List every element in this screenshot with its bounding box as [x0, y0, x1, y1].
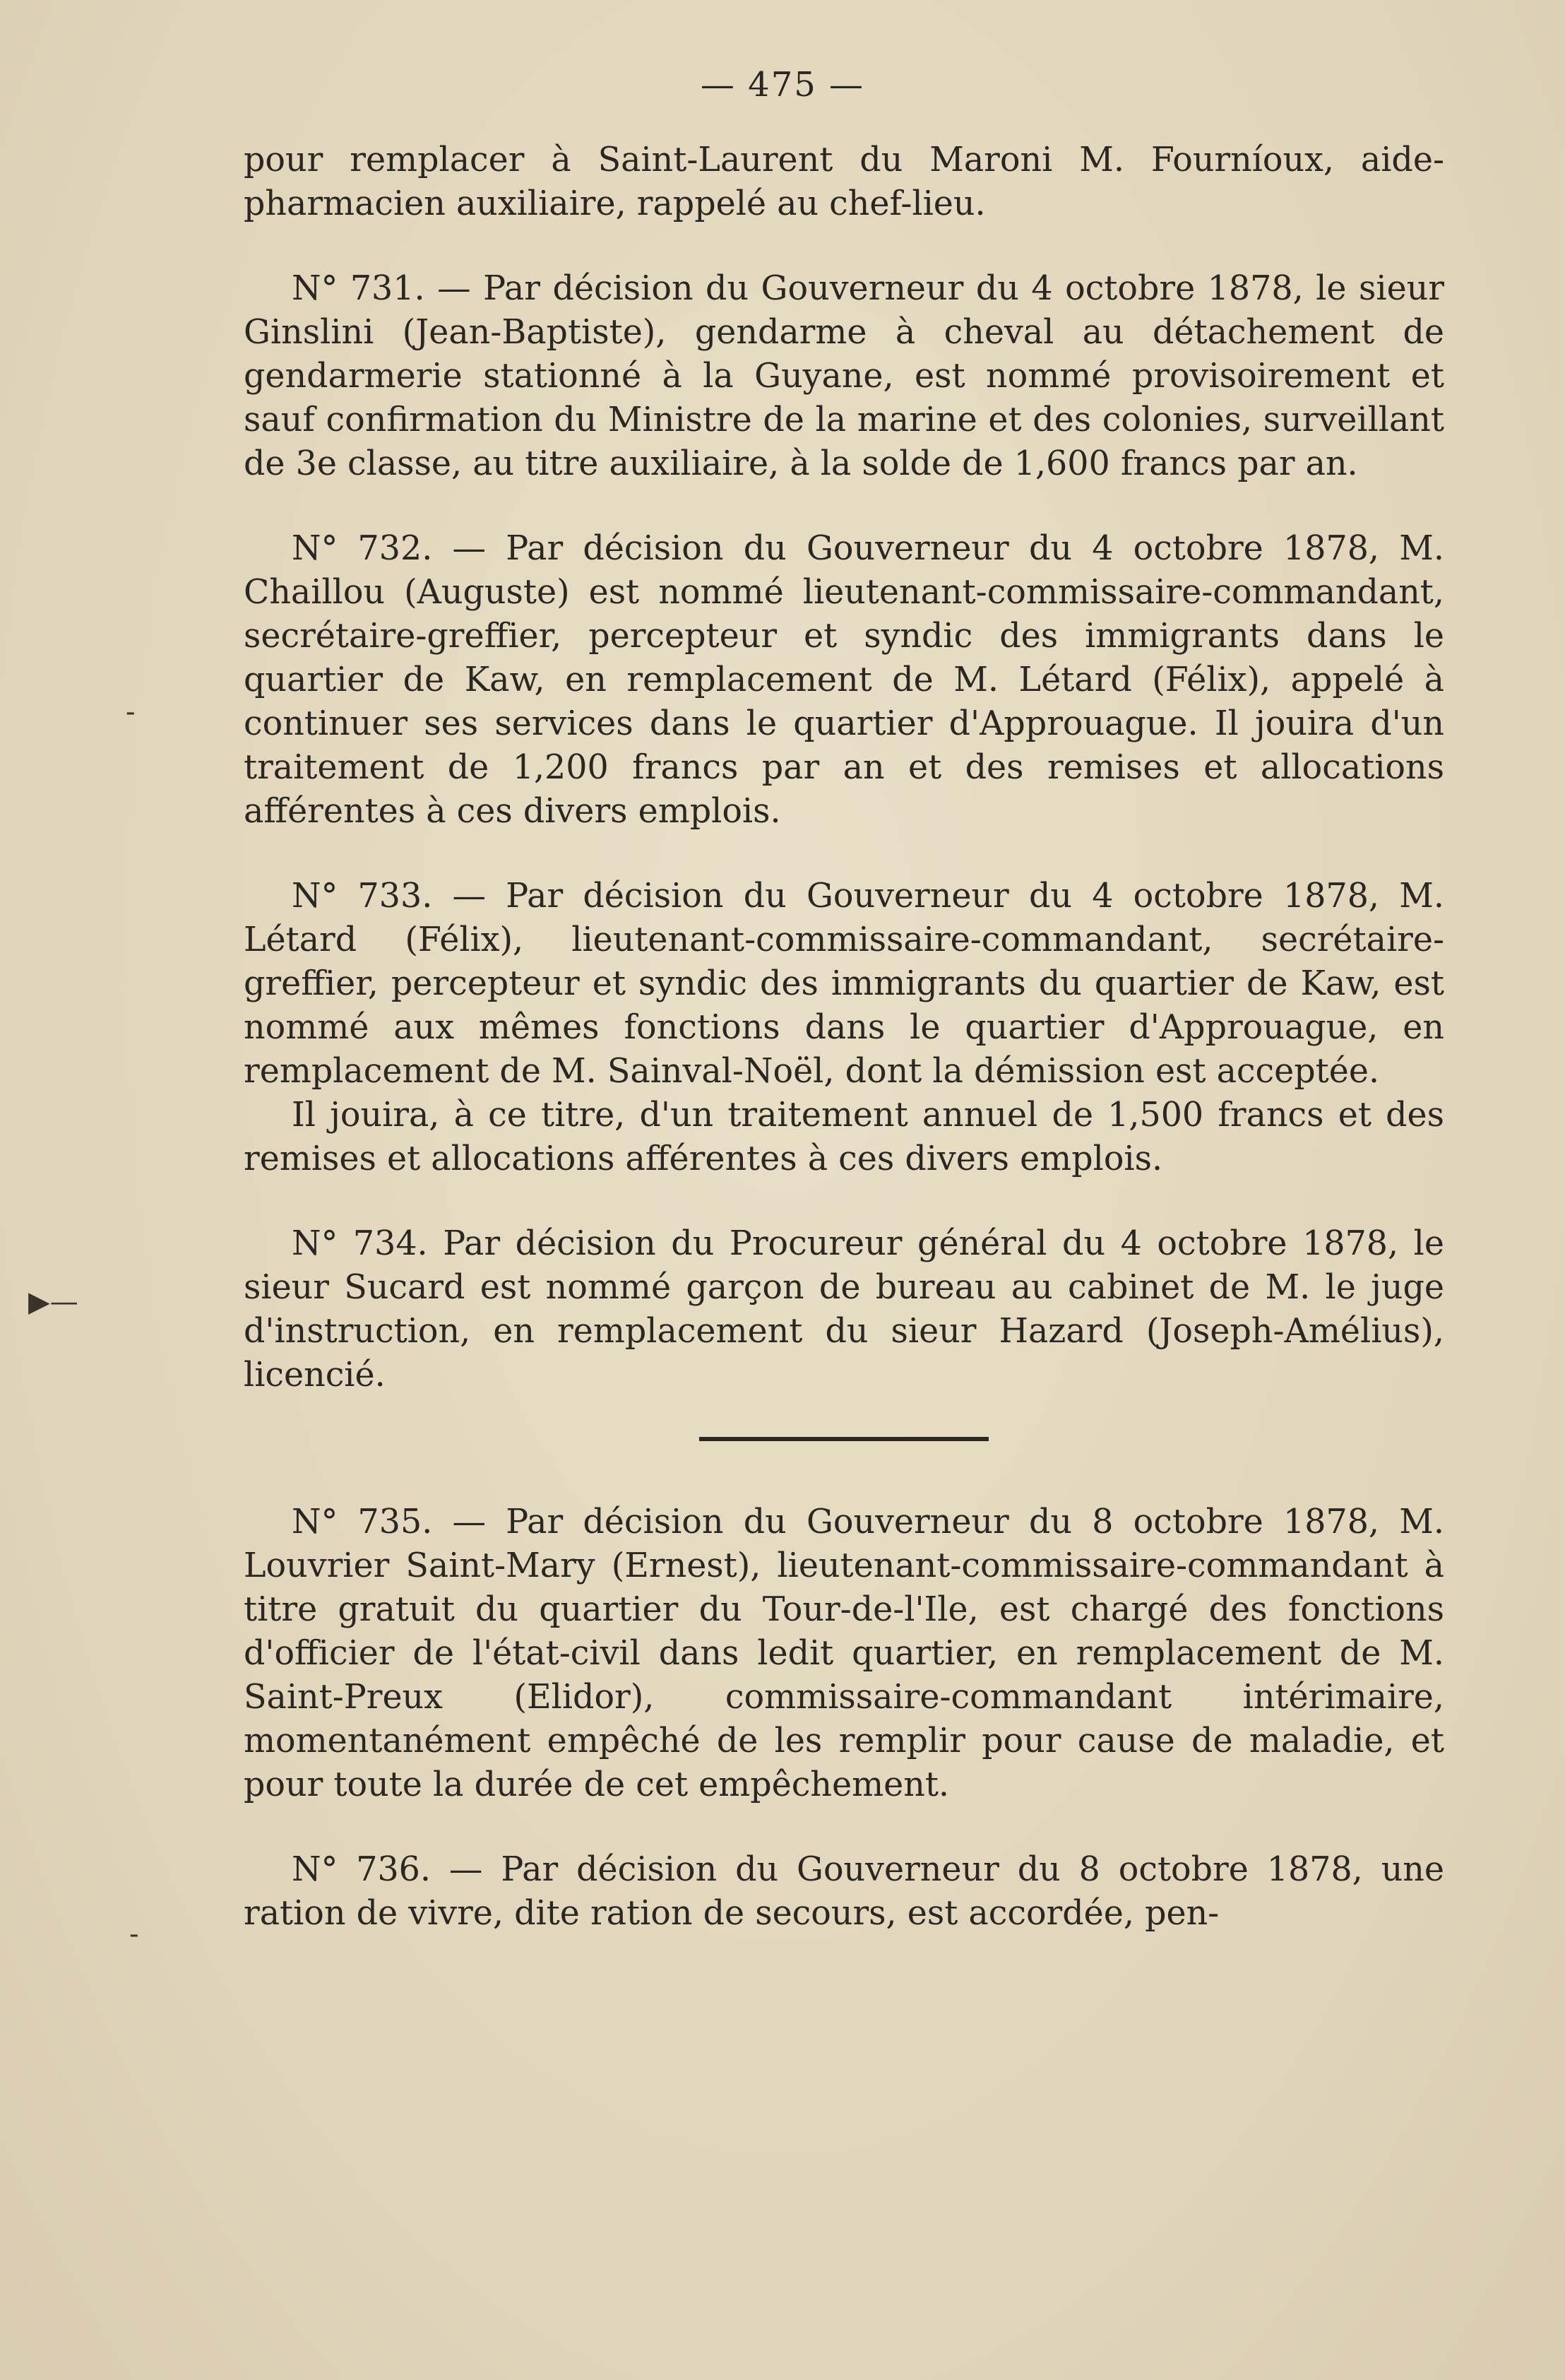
paragraph-734: N° 734. Par décision du Procureur général du 4 octobre 1878, le sieur Sucard est nommé garçon de bureau au cabinet de M. le juge d'instruction, en remplacement du sieur Hazard (Joseph-Amélius), licencié. [244, 1224, 1444, 1395]
paragraph-733: N° 733. — Par décision du Gouverneur du 4 octobre 1878, M. Létard (Félix), lieutenant-commissaire-commandant, secrétaire-greffier, percepteur et syndic des immigrants du quartier de Kaw, est nommé aux mêmes fonctions dans le quartier d'Approuague, en remplacement de M. Sainval-Noël, dont la démission est acceptée. [244, 877, 1444, 1091]
page-number: — 475 — [700, 65, 865, 105]
paragraph-733-continued: Il jouira, à ce titre, d'un traitement annuel de 1,500 francs et des remises et allocations afférentes à ces divers emplois. [244, 1096, 1444, 1178]
margin-mark: ▶— [28, 1286, 78, 1318]
paragraph-735: N° 735. — Par décision du Gouverneur du 8 octobre 1878, M. Louvrier Saint-Mary (Ernest), lieutenant-commissaire-commandant à titre gratuit du quartier du Tour-de-l'Ile, est chargé des fonctions d'officier de l'état-civil dans ledit quartier, en remplacement de M. Saint-Preux (Elidor), commissaire-commandant intérimaire, momentanément empêché de les remplir pour cause de maladie, et pour toute la durée de cet empêchement. [244, 1503, 1444, 1804]
paragraph: pour remplacer à Saint-Laurent du Maroni M. Fourníoux, aide-pharmacien auxiliaire, rappelé au chef-lieu. [244, 141, 1444, 223]
paragraph-732: N° 732. — Par décision du Gouverneur du 4 octobre 1878, M. Chaillou (Auguste) est nommé lieutenant-commissaire-commandant, secrétaire-greffier, percepteur et syndic des immigrants dans le quartier de Kaw, en remplacement de M. Létard (Félix), appelé à continuer ses services dans le quartier d'Approuague. Il jouira d'un traitement de 1,200 francs par an et des remises et allocations afférentes à ces divers emplois. [244, 529, 1444, 831]
margin-mark: - [129, 1918, 139, 1950]
margin-mark: - [126, 696, 136, 728]
document-body [244, 138, 1444, 1936]
paragraph-731: N° 731. — Par décision du Gouverneur du 4 octobre 1878, le sieur Ginslini (Jean-Baptiste), gendarme à cheval au détachement de gendarmerie stationné à la Guyane, est nommé provisoirement et sauf confirmation du Ministre de la marine et des colonies, surveillant de 3e classe, au titre auxiliaire, à la solde de 1,600 francs par an. [244, 269, 1444, 483]
paragraph-736: N° 736. — Par décision du Gouverneur du 8 octobre 1878, une ration de vivre, dite ration de secours, est accordée, pen- [244, 1850, 1444, 1933]
